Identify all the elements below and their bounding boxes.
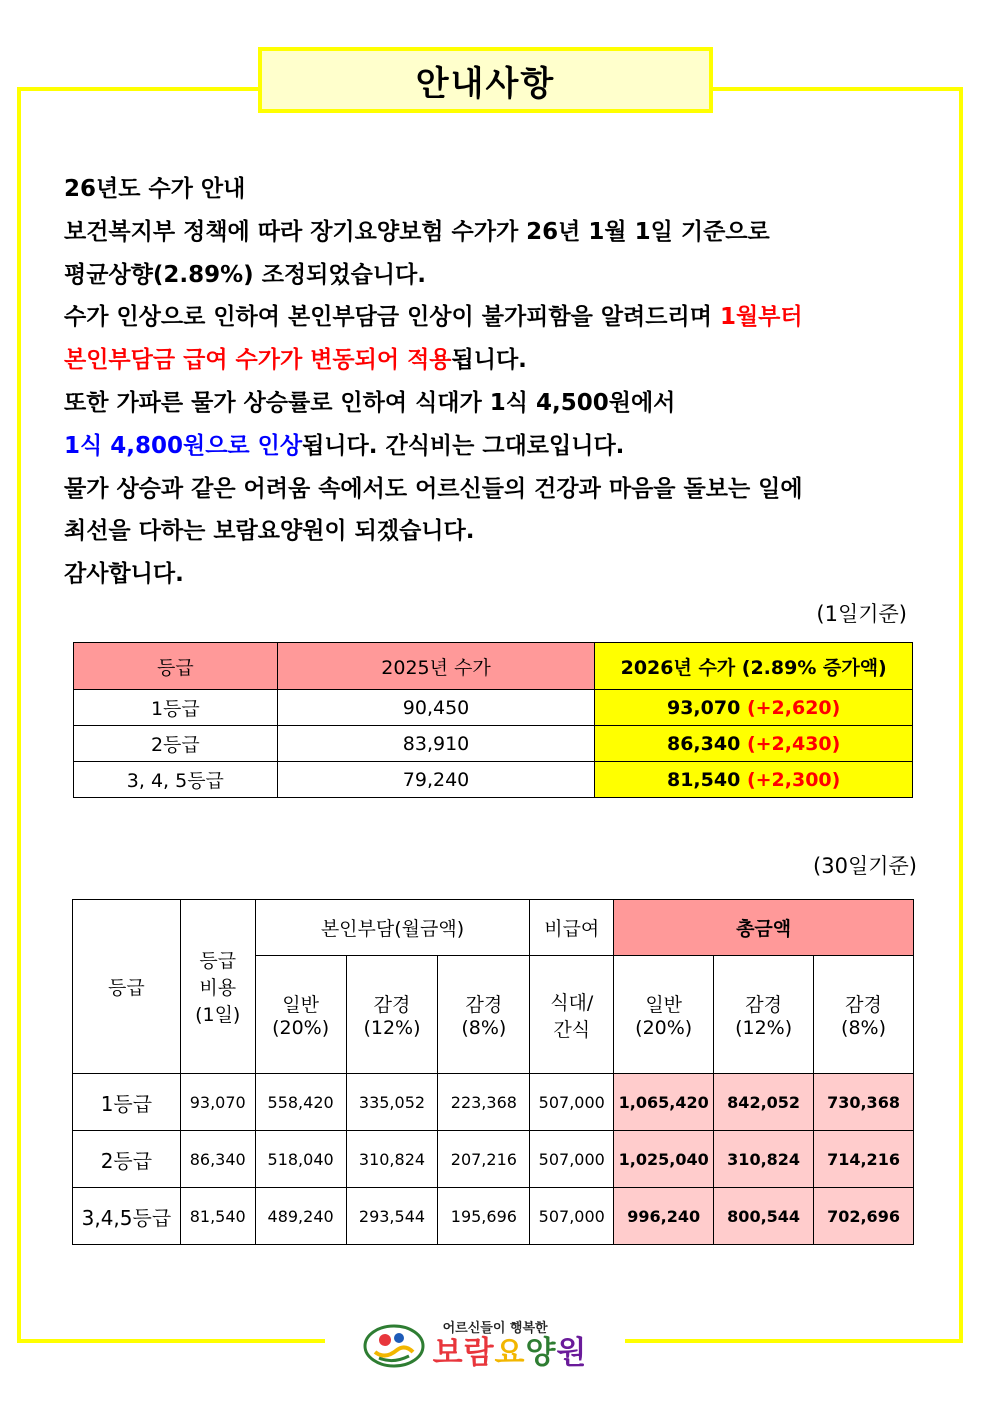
cell-total-20: 1,065,420 [614, 1074, 714, 1131]
table-header-row [74, 643, 913, 690]
header-text: 비용 [199, 977, 237, 999]
logo-char: 양 [525, 1335, 557, 1371]
notice-line: 최선을 다하는 보람요양원이 되겠습니다. [64, 518, 475, 545]
cell-total-20: 996,240 [614, 1188, 714, 1245]
notice-line: 또한 가파른 물가 상승률로 인하여 식대가 1식 4,500원에서 [64, 389, 676, 416]
header-text: 등급 [199, 950, 237, 972]
table1-basis-note: (1일기준) [816, 602, 907, 626]
header-text: 감경 [745, 994, 782, 1016]
header-text: 식대/ [550, 991, 594, 1014]
header-daily-cost [180, 900, 255, 1074]
cell-total-8: 702,696 [814, 1188, 914, 1245]
table-row [73, 1131, 914, 1188]
header-text: 감경 [845, 994, 882, 1016]
header-text: (8%) [841, 1017, 886, 1039]
logo-char: 원 [556, 1335, 588, 1371]
header-text: 감경 [373, 994, 411, 1016]
table-row [74, 762, 913, 798]
table-header-row [73, 900, 914, 956]
notice-text: 수가 인상으로 인하여 본인부담금 인상이 불가피함을 알려드리며 [64, 304, 720, 331]
notice-line: 26년도 수가 안내 [64, 176, 246, 202]
logo-text [433, 1322, 588, 1370]
table-row [74, 690, 913, 726]
header-text: (12%) [363, 1017, 421, 1039]
cell-meal: 507,000 [530, 1074, 614, 1131]
cell-daily-cost: 86,340 [180, 1131, 255, 1188]
cell-grade: 1등급 [73, 1074, 181, 1131]
logo-name [433, 1336, 588, 1370]
cell-meal: 507,000 [530, 1131, 614, 1188]
subheader-meal [530, 956, 614, 1074]
fee-2026: 81,540 [666, 768, 741, 791]
header-text: 일반 [282, 994, 319, 1016]
table-row [73, 1074, 914, 1131]
cell-2026 [595, 690, 913, 726]
header-text: (1일) [195, 1004, 241, 1026]
cell-grade: 3, 4, 5등급 [74, 762, 278, 798]
boram-care-logo [325, 1315, 625, 1377]
subheader-self-20 [255, 956, 346, 1074]
logo-tagline: 어르신들이 행복한 [442, 1321, 548, 1336]
notice-line [64, 425, 924, 468]
header-non-covered: 비급여 [530, 900, 614, 956]
notice-highlight-red: 본인부담금 급여 수가가 변동되어 적용 [64, 347, 452, 374]
fee-increase: (+2,300) [746, 768, 841, 791]
header-text: 감경 [465, 994, 503, 1016]
notice-line: 보건복지부 정책에 따라 장기요양보험 수가가 26년 1월 1일 기준으로 [64, 218, 770, 245]
cell-meal: 507,000 [530, 1188, 614, 1245]
logo-mark-icon [363, 1324, 425, 1368]
cell-self-12: 293,544 [346, 1188, 438, 1245]
notice-highlight-red: 1월부터 [719, 304, 803, 331]
table-row [73, 1188, 914, 1245]
table2-basis-note: (30일기준) [813, 854, 917, 878]
cell-total-12: 310,824 [714, 1131, 814, 1188]
cell-2025: 83,910 [277, 726, 595, 762]
notice-text: 됩니다. 간식비는 그대로입니다. [302, 432, 625, 459]
cell-grade: 1등급 [74, 690, 278, 726]
cell-self-20: 558,420 [255, 1074, 346, 1131]
subheader-total-20 [614, 956, 714, 1074]
cell-self-8: 223,368 [438, 1074, 530, 1131]
notice-text: 됩니다. [451, 347, 527, 374]
logo-char: 요 [494, 1335, 526, 1371]
notice-line: 감사합니다. [64, 561, 184, 588]
cell-self-12: 310,824 [346, 1131, 438, 1188]
header-grade: 등급 [74, 643, 278, 690]
cell-self-8: 195,696 [438, 1188, 530, 1245]
cell-total-12: 800,544 [714, 1188, 814, 1245]
cell-self-20: 489,240 [255, 1188, 346, 1245]
subheader-total-8 [814, 956, 914, 1074]
subheader-self-8 [438, 956, 530, 1074]
fee-2026: 86,340 [666, 732, 741, 755]
header-text: 일반 [645, 994, 683, 1016]
cell-2025: 79,240 [277, 762, 595, 798]
subheader-self-12 [346, 956, 438, 1074]
cell-daily-cost: 93,070 [180, 1074, 255, 1131]
daily-fee-table [73, 642, 913, 798]
fee-2026: 93,070 [666, 696, 741, 719]
notice-line: 평균상향(2.89%) 조정되었습니다. [64, 261, 426, 288]
notice-highlight-blue: 1식 4,800원으로 인상 [64, 432, 303, 459]
cell-total-8: 714,216 [814, 1131, 914, 1188]
page-title: 안내사항 [258, 47, 713, 113]
notice-body [64, 168, 924, 596]
cell-grade: 3,4,5등급 [73, 1188, 181, 1245]
notice-line [64, 339, 924, 382]
header-self-pay: 본인부담(월금액) [255, 900, 530, 956]
logo-char: 보 [432, 1335, 464, 1371]
subheader-total-12 [714, 956, 814, 1074]
cell-grade: 2등급 [73, 1131, 181, 1188]
cell-total-20: 1,025,040 [614, 1131, 714, 1188]
header-2025: 2025년 수가 [277, 643, 595, 690]
fee-increase: (+2,620) [746, 696, 841, 719]
cell-total-12: 842,052 [714, 1074, 814, 1131]
cell-total-8: 730,368 [814, 1074, 914, 1131]
cell-2026 [595, 726, 913, 762]
cell-self-20: 518,040 [255, 1131, 346, 1188]
header-text: (8%) [461, 1017, 507, 1039]
monthly-fee-table [72, 899, 914, 1245]
header-text: 간식 [553, 1018, 591, 1041]
cell-grade: 2등급 [74, 726, 278, 762]
cell-daily-cost: 81,540 [180, 1188, 255, 1245]
notice-line [64, 296, 924, 339]
header-text: (20%) [635, 1017, 693, 1039]
header-text: (20%) [272, 1017, 330, 1039]
fee-increase: (+2,430) [746, 732, 841, 755]
header-text: (12%) [735, 1017, 793, 1039]
cell-2025: 90,450 [277, 690, 595, 726]
notice-line: 물가 상승과 같은 어려움 속에서도 어르신들의 건강과 마음을 돌보는 일에 [64, 475, 803, 502]
header-grade: 등급 [73, 900, 181, 1074]
header-2026: 2026년 수가 (2.89% 증가액) [595, 643, 913, 690]
cell-2026 [595, 762, 913, 798]
table-row [74, 726, 913, 762]
logo-char: 람 [463, 1335, 495, 1371]
header-total: 총금액 [614, 900, 914, 956]
cell-self-12: 335,052 [346, 1074, 438, 1131]
cell-self-8: 207,216 [438, 1131, 530, 1188]
